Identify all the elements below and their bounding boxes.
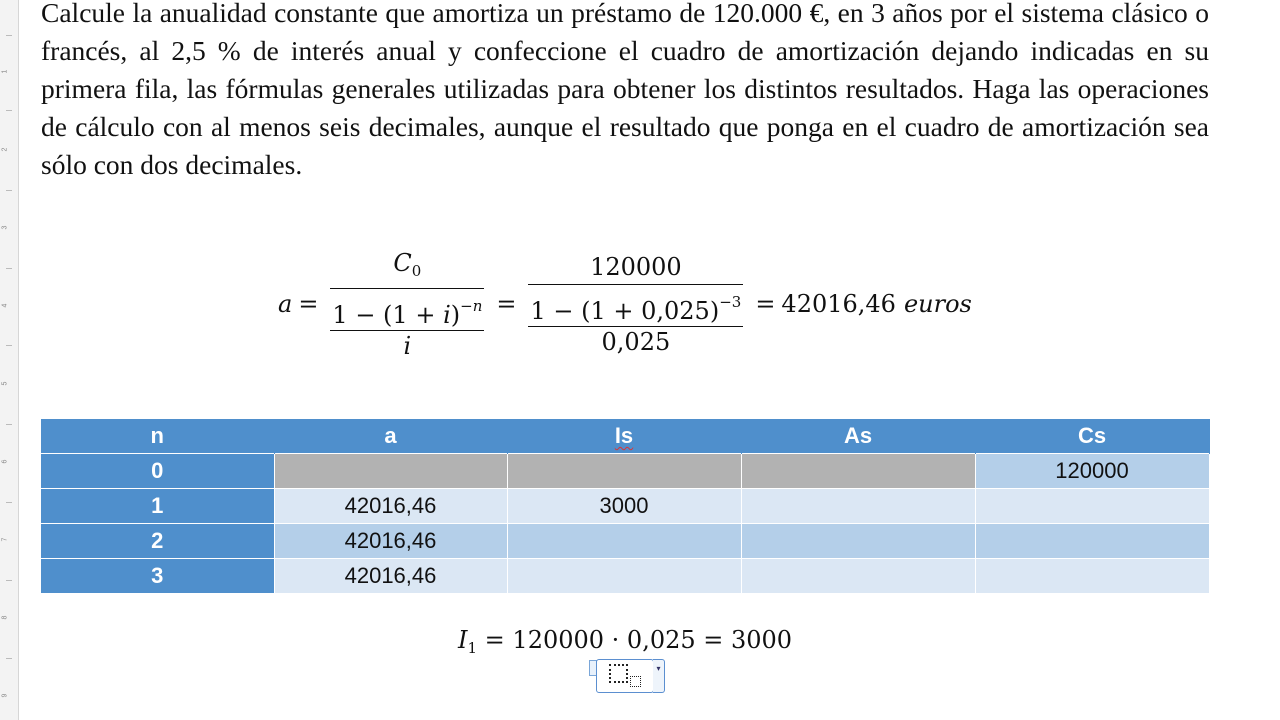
factor-close: ) — [450, 300, 461, 329]
table-row — [41, 524, 1209, 559]
placeholder-subscript-box — [630, 676, 641, 687]
interest-expression: 120000 · 0,025 = 3000 — [512, 626, 793, 654]
table-cell[interactable]: 120000 — [975, 454, 1209, 489]
table-row — [41, 454, 1209, 489]
table-cell[interactable] — [741, 524, 975, 559]
table-row — [41, 489, 1209, 524]
equals-sign: = — [755, 290, 776, 318]
placeholder-base-box — [609, 664, 628, 683]
ruler-number: 7 — [1, 537, 9, 542]
table-cell[interactable]: 42016,46 — [274, 489, 507, 524]
problem-statement: Calcule la anualidad constante que amortiza un préstamo de 120.000 €, en 3 años por el sistema clásico o francés, al 2,5 % de interés anual y confeccione el cuadro de amortización dejando indicadas en su primera fila, las fórmulas generales utilizadas para obtener los distintos resultados. Haga las operaciones de cálculo con al menos seis decimales, aunque el resultado que ponga en el cuadro de amortización sea sólo con dos decimales. — [41, 0, 1209, 180]
annuity-factor-denominator: i — [403, 331, 412, 360]
fraction-denominator — [528, 284, 743, 357]
table-cell[interactable] — [741, 454, 975, 489]
annuity-result: 42016,46 — [781, 290, 896, 318]
table-cell[interactable] — [741, 559, 975, 594]
factor-exponent: −n — [460, 296, 483, 315]
header-cs[interactable]: Cs — [975, 419, 1209, 454]
ruler-number: 2 — [1, 147, 9, 152]
ruler-number: 5 — [1, 381, 9, 386]
chevron-down-icon[interactable]: ▾ — [653, 659, 665, 693]
header-a[interactable]: a — [274, 419, 507, 454]
table-cell[interactable]: 2 — [41, 524, 274, 559]
annuity-factor-numerator — [330, 289, 484, 331]
ruler-number: 9 — [1, 693, 9, 698]
table-cell[interactable] — [975, 559, 1209, 594]
fraction-numerator: 120000 — [590, 252, 682, 281]
factor-text: 1 − (1 + — [332, 300, 444, 329]
numeric-factor-numerator — [528, 285, 743, 327]
interest-subscript: 1 — [467, 639, 478, 657]
capital-subscript: 0 — [411, 261, 422, 280]
table-cell[interactable]: 1 — [41, 489, 274, 524]
header-is-label: Is — [614, 423, 634, 448]
ruler-number: 4 — [1, 303, 9, 308]
table-cell[interactable]: 3000 — [507, 489, 741, 524]
fraction-denominator — [330, 288, 484, 361]
equation-options-widget[interactable] — [589, 658, 665, 694]
header-as[interactable]: As — [741, 419, 975, 454]
equals-sign: = — [298, 290, 319, 318]
ruler-number: 1 — [1, 69, 9, 74]
vertical-ruler — [0, 0, 19, 720]
capital-variable: C — [393, 248, 412, 277]
table-cell[interactable]: 42016,46 — [274, 524, 507, 559]
numeric-factor-denominator: 0,025 — [601, 327, 671, 356]
rate-variable: i — [443, 300, 451, 329]
amortization-table — [41, 419, 1210, 593]
interest-equation[interactable] — [458, 626, 792, 657]
table-cell[interactable] — [274, 454, 507, 489]
table-row — [41, 559, 1209, 594]
interest-variable: I — [458, 626, 468, 654]
table-header-row — [41, 419, 1209, 454]
table-cell[interactable] — [975, 489, 1209, 524]
numeric-fraction — [528, 252, 743, 357]
table-cell[interactable]: 0 — [41, 454, 274, 489]
header-n[interactable]: n — [41, 419, 274, 454]
ruler-number: 8 — [1, 615, 9, 620]
table-cell[interactable] — [507, 454, 741, 489]
table-cell[interactable] — [507, 559, 741, 594]
equals-sign: = — [484, 626, 513, 654]
table-cell[interactable] — [741, 489, 975, 524]
table-cell[interactable]: 42016,46 — [274, 559, 507, 594]
equals-sign: = — [496, 290, 517, 318]
table-cell[interactable] — [507, 524, 741, 559]
table-cell[interactable] — [975, 524, 1209, 559]
annuity-symbol: a — [278, 290, 293, 318]
ruler-number: 6 — [1, 459, 9, 464]
result-unit: euros — [903, 290, 972, 318]
annuity-equation — [278, 248, 972, 360]
factor-exponent: −3 — [719, 292, 742, 311]
fraction-numerator — [391, 248, 423, 288]
table-cell[interactable]: 3 — [41, 559, 274, 594]
factor-text: 1 − (1 + 0,025) — [530, 296, 720, 325]
general-formula-fraction — [330, 248, 484, 361]
equation-placeholder-icon[interactable] — [596, 659, 654, 693]
ruler-number: 3 — [1, 225, 9, 230]
header-is[interactable] — [507, 419, 741, 454]
